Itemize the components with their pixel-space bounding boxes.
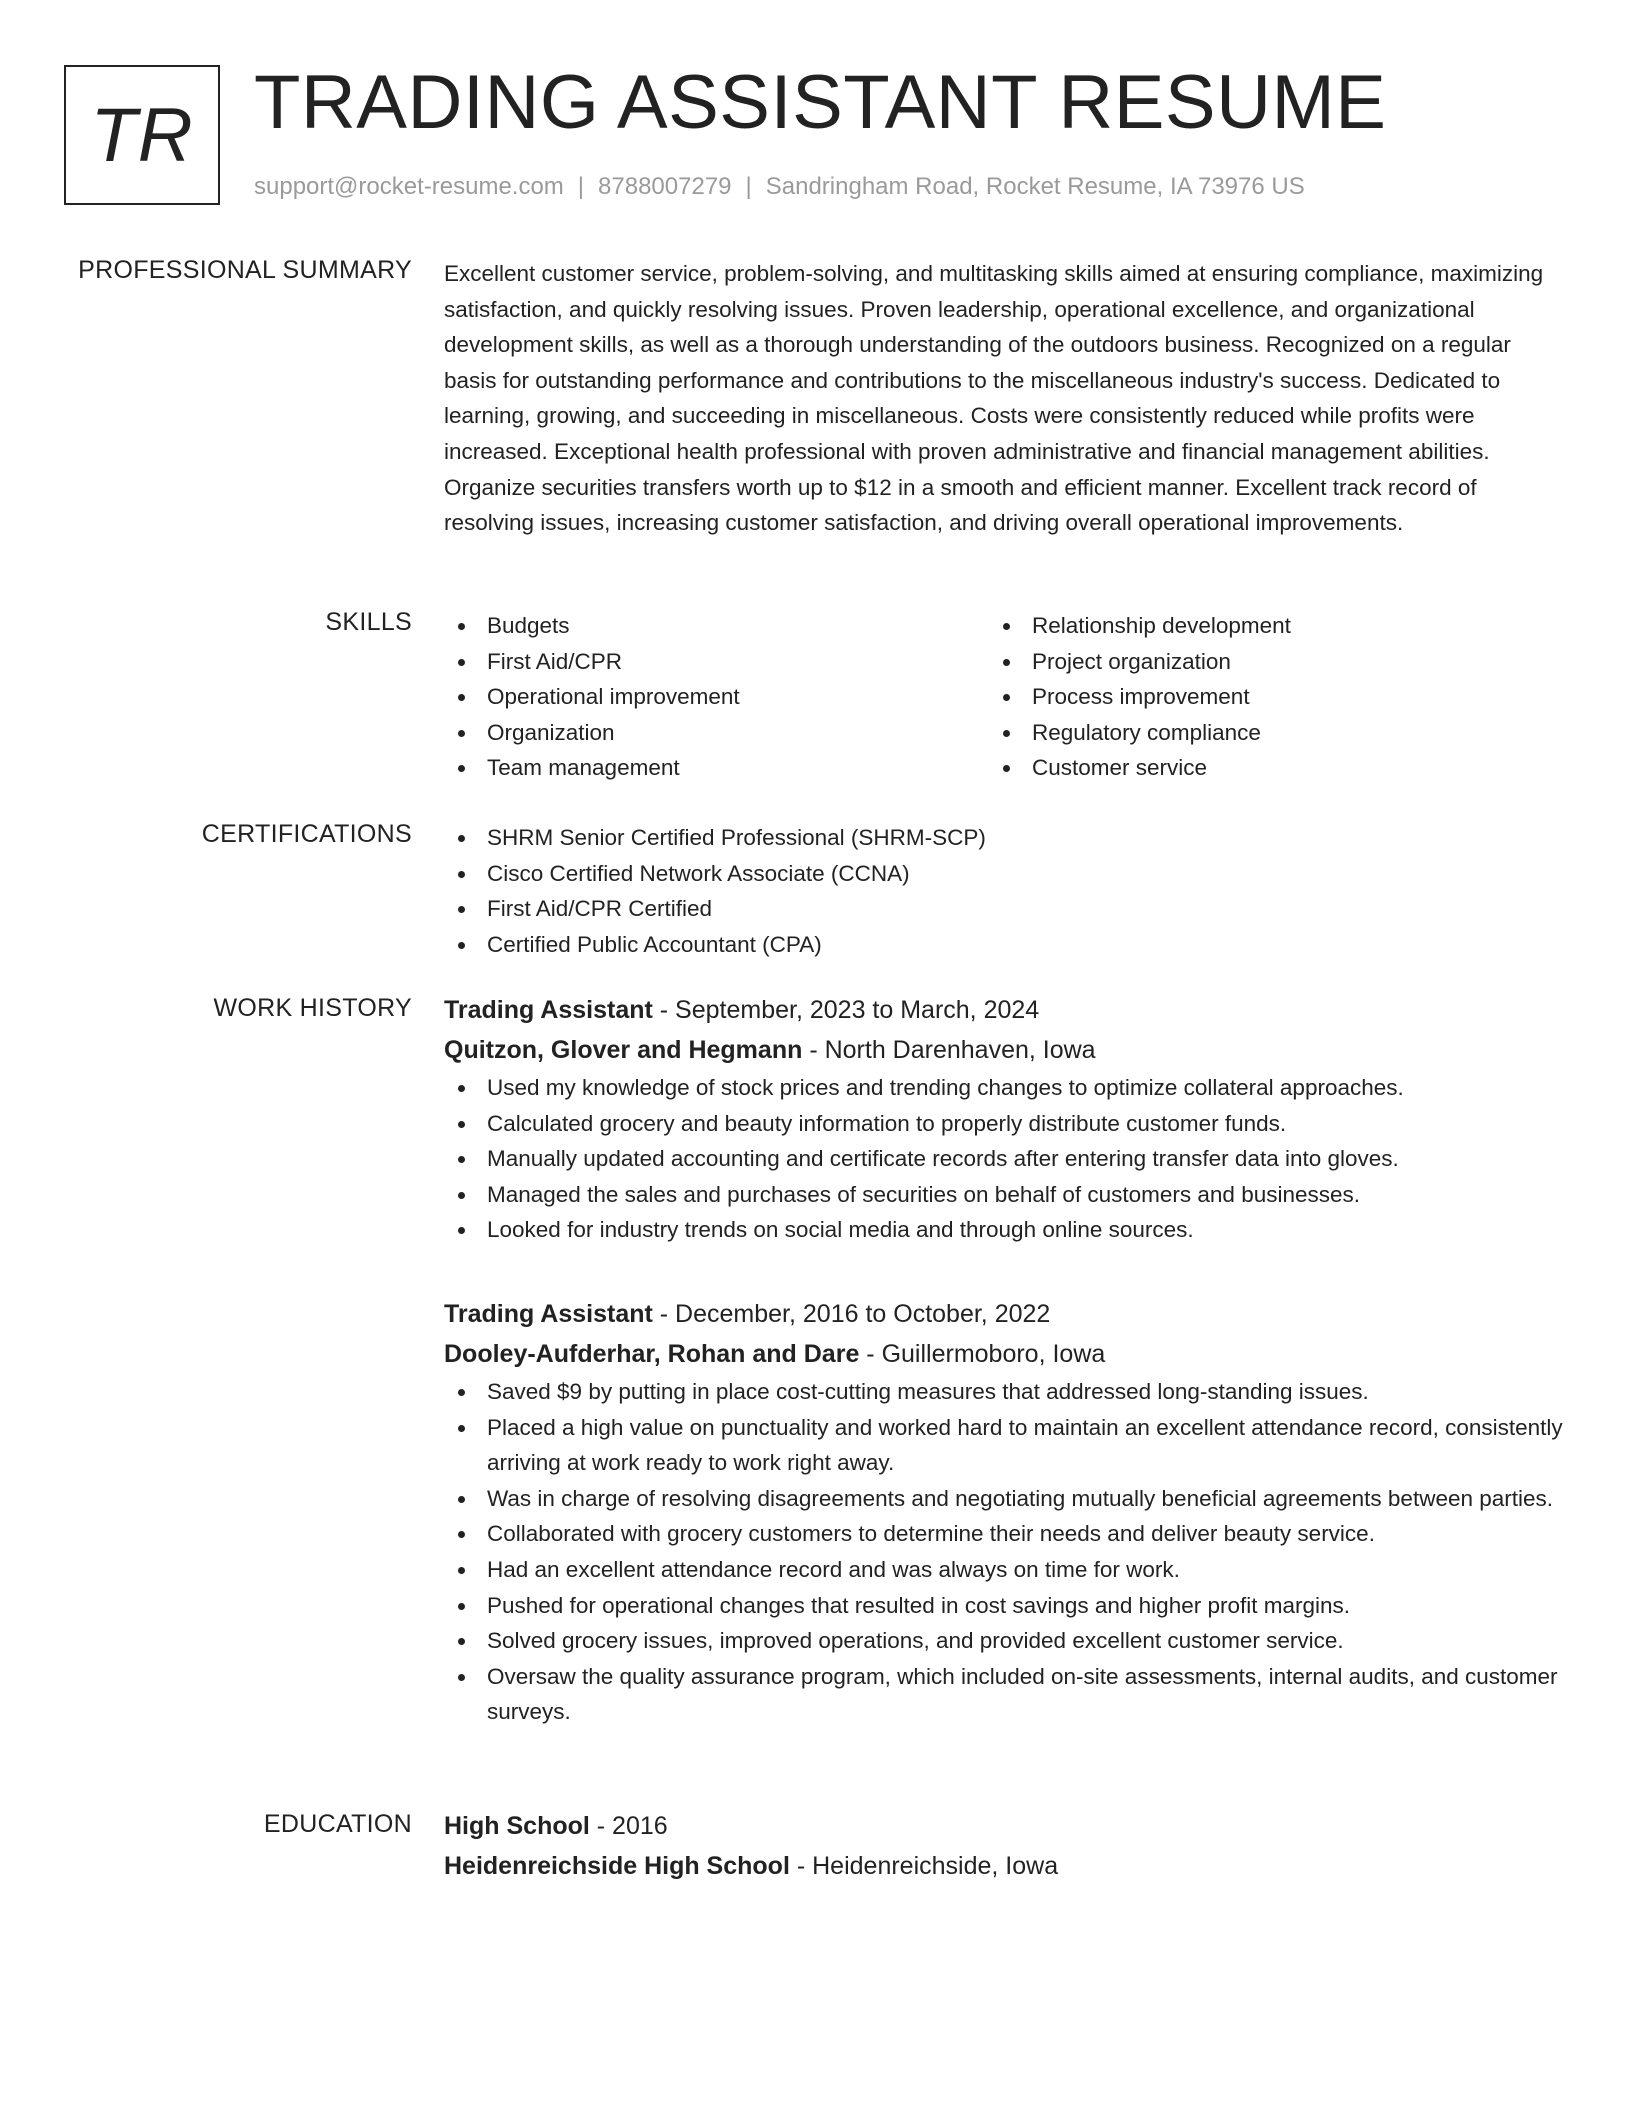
summary-body — [444, 256, 1564, 541]
section-label-education: EDUCATION — [263, 1810, 412, 1838]
job-company: Quitzon, Glover and Hegmann — [444, 1036, 803, 1064]
job-company-line — [444, 1334, 1564, 1374]
job-bullet: Pushed for operational changes that resulted in cost savings and higher profit margins. — [444, 1588, 1564, 1624]
job-title: Trading Assistant — [444, 996, 653, 1024]
job-bullet-list — [444, 1374, 1564, 1730]
skill-item: Project organization — [989, 644, 1534, 680]
skill-item: Relationship development — [989, 608, 1534, 644]
certification-item: First Aid/CPR Certified — [444, 891, 1564, 927]
section-label-skills: SKILLS — [325, 608, 412, 636]
section-label-summary: PROFESSIONAL SUMMARY — [78, 256, 412, 284]
skill-item: Operational improvement — [444, 679, 989, 715]
certification-item: SHRM Senior Certified Professional (SHRM-SCP) — [444, 820, 1564, 856]
section-label-certifications: CERTIFICATIONS — [201, 820, 412, 848]
contact-email: support@rocket-resume.com — [254, 173, 564, 200]
resume-header — [64, 60, 1564, 210]
education-degree: High School — [444, 1812, 590, 1840]
certifications-list — [444, 820, 1564, 962]
education-degree-line — [444, 1806, 1564, 1846]
contact-line — [254, 173, 1305, 201]
job-dates: - September, 2023 to March, 2024 — [652, 996, 1040, 1024]
job-bullet: Manually updated accounting and certificate records after entering transfer data into gloves. — [444, 1141, 1564, 1177]
contact-address: Sandringham Road, Rocket Resume, IA 73976 US — [765, 173, 1305, 200]
job-bullet: Solved grocery issues, improved operations, and provided excellent customer service. — [444, 1623, 1564, 1659]
skill-item: Organization — [444, 715, 989, 751]
section-label-work-history: WORK HISTORY — [213, 994, 412, 1022]
skill-item: Team management — [444, 750, 989, 786]
skills-body — [444, 608, 1564, 786]
job-title-line — [444, 1294, 1564, 1334]
summary-text: Excellent customer service, problem-solving, and multitasking skills aimed at ensuring compliance, maximizing satisfaction, and quickly resolving issues. Proven leadership, operational excellence, and organizational development skills, as well as a thorough understanding of the outdoors business. Recognized on a regular basis for outstanding performance and contributions to the miscellaneous industry's success. Dedicated to learning, growing, and succeeding in miscellaneous. Costs were consistently reduced while profits were increased. Exceptional health professional with proven administrative and financial management abilities. Organize securities transfers worth up to $12 in a smooth and efficient manner. Excellent track record of resolving issues, increasing customer satisfaction, and driving overall operational improvements. — [444, 261, 1544, 536]
job-entry — [444, 990, 1564, 1248]
skill-item: Customer service — [989, 750, 1534, 786]
job-bullet-list — [444, 1070, 1564, 1248]
contact-phone: 8788007279 — [598, 173, 732, 200]
education-year: - 2016 — [589, 1812, 668, 1840]
job-bullet: Had an excellent attendance record and was always on time for work. — [444, 1552, 1564, 1588]
job-bullet: Placed a high value on punctuality and worked hard to maintain an excellent attendance record, consistently arriving at work ready to work right away. — [444, 1410, 1564, 1481]
monogram-logo: TR — [64, 65, 220, 205]
contact-separator: | — [745, 173, 752, 200]
job-bullet: Oversaw the quality assurance program, which included on-site assessments, internal audits, and customer surveys. — [444, 1659, 1564, 1730]
certification-item: Cisco Certified Network Associate (CCNA) — [444, 856, 1564, 892]
skill-item: First Aid/CPR — [444, 644, 989, 680]
education-body — [444, 1806, 1564, 1886]
page-title: TRADING ASSISTANT RESUME — [254, 60, 1387, 145]
job-bullet: Used my knowledge of stock prices and trending changes to optimize collateral approaches. — [444, 1070, 1564, 1106]
job-location: - North Darenhaven, Iowa — [802, 1036, 1096, 1064]
job-bullet: Calculated grocery and beauty information to properly distribute customer funds. — [444, 1106, 1564, 1142]
job-title-line — [444, 990, 1564, 1030]
skill-item: Process improvement — [989, 679, 1534, 715]
job-bullet: Collaborated with grocery customers to determine their needs and deliver beauty service. — [444, 1516, 1564, 1552]
job-location: - Guillermoboro, Iowa — [859, 1340, 1106, 1368]
education-school-line — [444, 1846, 1564, 1886]
contact-separator: | — [577, 173, 585, 200]
job-bullet: Saved $9 by putting in place cost-cutting measures that addressed long-standing issues. — [444, 1374, 1564, 1410]
job-company: Dooley-Aufderhar, Rohan and Dare — [444, 1340, 860, 1368]
skills-list-right — [989, 608, 1534, 786]
job-company-line — [444, 1030, 1564, 1070]
job-entry — [444, 1294, 1564, 1730]
skill-item: Budgets — [444, 608, 989, 644]
job-dates: - December, 2016 to October, 2022 — [652, 1300, 1051, 1328]
job-bullet: Looked for industry trends on social media and through online sources. — [444, 1212, 1564, 1248]
certifications-body — [444, 820, 1564, 962]
education-school: Heidenreichside High School — [444, 1852, 790, 1880]
education-location: - Heidenreichside, Iowa — [789, 1852, 1059, 1880]
skill-item: Regulatory compliance — [989, 715, 1534, 751]
job-bullet: Managed the sales and purchases of securities on behalf of customers and businesses. — [444, 1177, 1564, 1213]
skills-list-left — [444, 608, 989, 786]
certification-item: Certified Public Accountant (CPA) — [444, 927, 1564, 963]
job-bullet: Was in charge of resolving disagreements and negotiating mutually beneficial agreements between parties. — [444, 1481, 1564, 1517]
job-title: Trading Assistant — [444, 1300, 653, 1328]
